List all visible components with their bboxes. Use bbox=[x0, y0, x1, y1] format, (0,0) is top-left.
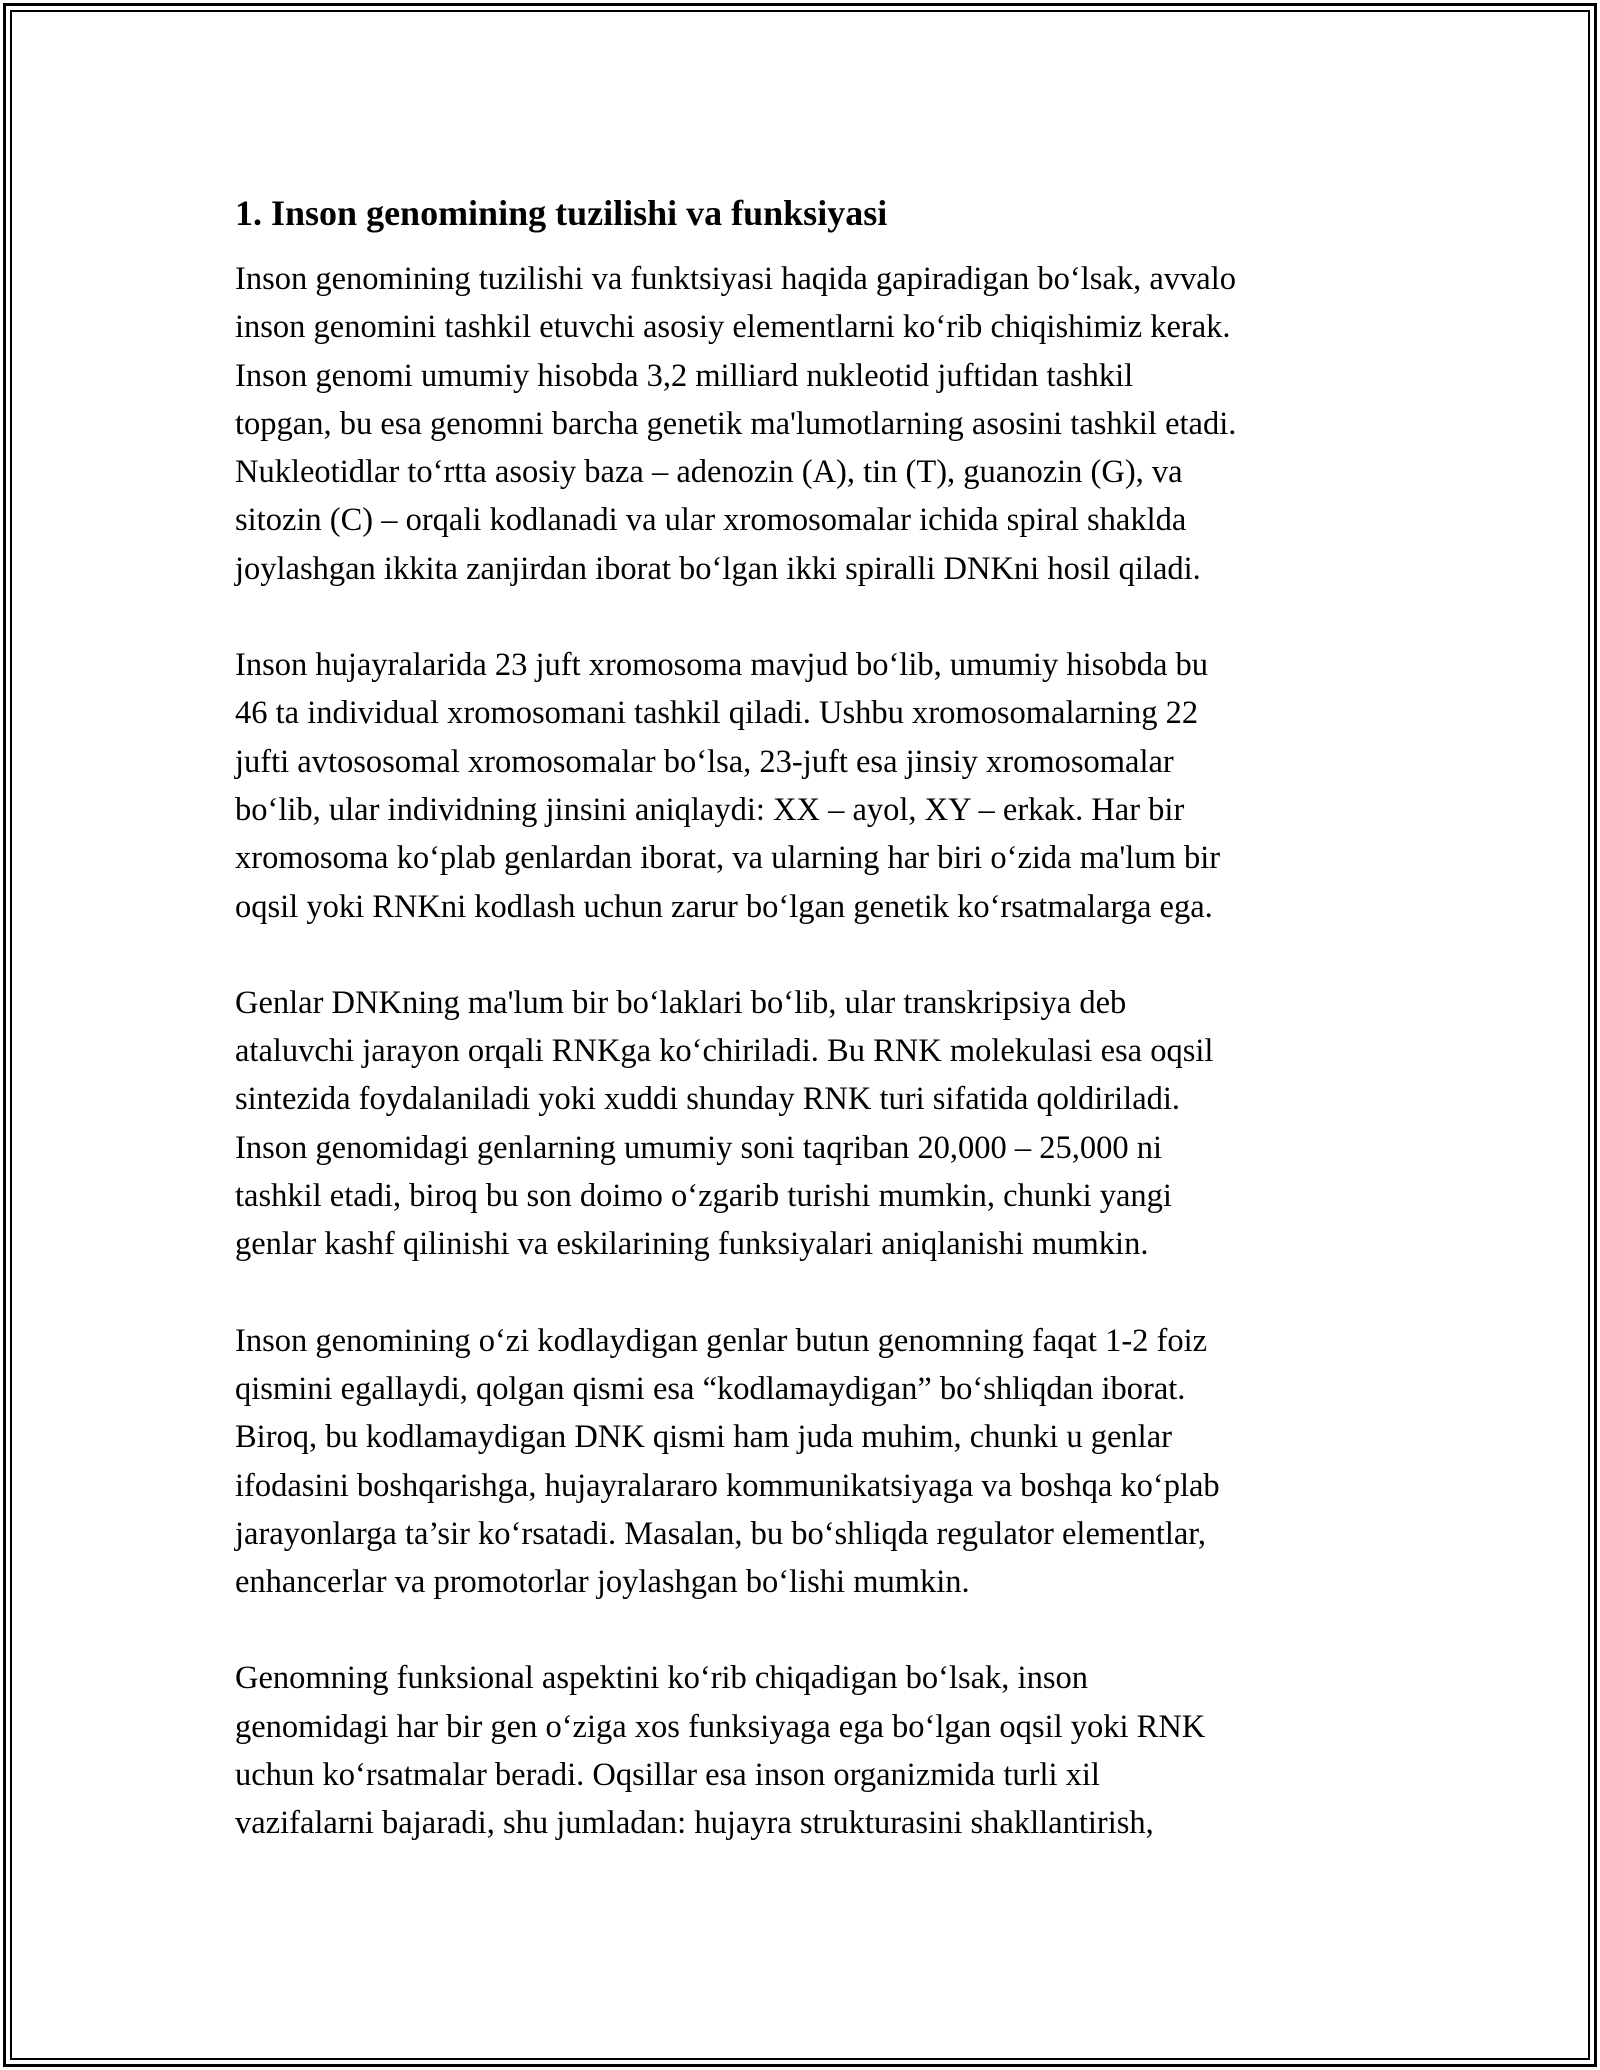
text-line: enhancerlar va promotorlar joylashgan bo‘lishi mumkin. bbox=[235, 1564, 970, 1601]
text-line: genomidagi har bir gen o‘ziga xos funksiyaga ega bo‘lgan oqsil yoki RNK bbox=[235, 1708, 1206, 1745]
paragraph-genome-structure bbox=[235, 255, 1375, 593]
text-line: jufti avtososomal xromosomalar bo‘lsa, 23-juft esa jinsiy xromosomalar bbox=[235, 743, 1174, 780]
text-line: ifodasini boshqarishga, hujayralararo kommunikatsiyaga va boshqa ko‘plab bbox=[235, 1467, 1220, 1504]
text-line: qismini egallaydi, qolgan qismi esa “kodlamaydigan” bo‘shliqdan iborat. bbox=[235, 1370, 1186, 1407]
text-line: jarayonlarga ta’sir ko‘rsatadi. Masalan, bu bo‘shliqda regulator elementlar, bbox=[235, 1515, 1206, 1552]
text-line: Inson genomidagi genlarning umumiy soni taqriban 20,000 – 25,000 ni bbox=[235, 1129, 1163, 1166]
text-line: Inson hujayralarida 23 juft xromosoma mavjud bo‘lib, umumiy hisobda bu bbox=[235, 647, 1209, 684]
text-line: Inson genomining tuzilishi va funktsiyasi haqida gapiradigan bo‘lsak, avvalo bbox=[235, 261, 1236, 297]
section-heading: 1. Inson genomining tuzilishi va funksiyasi bbox=[235, 193, 888, 233]
text-line: Inson genomi umumiy hisobda 3,2 milliard nukleotid juftidan tashkil bbox=[235, 357, 1134, 394]
text-line: joylashgan ikkita zanjirdan iborat bo‘lgan ikki spiralli DNKni hosil qiladi. bbox=[235, 550, 1201, 587]
text-line: bo‘lib, ular individning jinsini aniqlaydi: XX – ayol, XY – erkak. Har bir bbox=[235, 791, 1185, 828]
text-line: uchun ko‘rsatmalar beradi. Oqsillar esa inson organizmida turli xil bbox=[235, 1757, 1100, 1794]
text-line: Biroq, bu kodlamaydigan DNK qismi ham juda muhim, chunki u genlar bbox=[235, 1419, 1172, 1456]
document-body bbox=[235, 185, 1375, 1848]
text-line: topgan, bu esa genomni barcha genetik ma'lumotlarning asosini tashkil etadi. bbox=[235, 405, 1237, 442]
text-line: oqsil yoki RNKni kodlash uchun zarur bo‘lgan genetik ko‘rsatmalarga ega. bbox=[235, 888, 1213, 925]
text-line: 46 ta individual xromosomani tashkil qiladi. Ushbu xromosomalarning 22 bbox=[235, 695, 1199, 732]
text-line: Genomning funksional aspektini ko‘rib chiqadigan bo‘lsak, inson bbox=[235, 1660, 1088, 1697]
text-line: Nukleotidlar to‘rtta asosiy baza – adenozin (A), tin (T), guanozin (G), va bbox=[235, 454, 1183, 491]
text-line: Inson genomining o‘zi kodlaydigan genlar butun genomning faqat 1-2 foiz bbox=[235, 1322, 1208, 1359]
text-line: genlar kashf qilinishi va eskilarining funksiyalari aniqlanishi mumkin. bbox=[235, 1226, 1149, 1263]
paragraph-genes bbox=[235, 979, 1375, 1269]
paragraph-noncoding-dna bbox=[235, 1317, 1375, 1607]
text-line: ataluvchi jarayon orqali RNKga ko‘chiriladi. Bu RNK molekulasi esa oqsil bbox=[235, 1033, 1214, 1070]
text-line: sitozin (C) – orqali kodlanadi va ular xromosomalar ichida spiral shaklda bbox=[235, 502, 1187, 539]
text-line: Genlar DNKning ma'lum bir bo‘laklari bo‘lib, ular transkripsiya deb bbox=[235, 984, 1127, 1021]
text-line: xromosoma ko‘plab genlardan iborat, va ularning har biri o‘zida ma'lum bir bbox=[235, 840, 1221, 877]
paragraph-functional-aspect bbox=[235, 1654, 1375, 1847]
paragraph-chromosomes bbox=[235, 641, 1375, 931]
text-line: tashkil etadi, biroq bu son doimo o‘zgarib turishi mumkin, chunki yangi bbox=[235, 1178, 1172, 1215]
text-line: inson genomini tashkil etuvchi asosiy elementlarni ko‘rib chiqishimiz kerak. bbox=[235, 309, 1231, 346]
text-line: vazifalarni bajaradi, shu jumladan: hujayra strukturasini shakllantirish, bbox=[235, 1805, 1154, 1842]
text-line: sintezida foydalaniladi yoki xuddi shunday RNK turi sifatida qoldiriladi. bbox=[235, 1081, 1181, 1118]
